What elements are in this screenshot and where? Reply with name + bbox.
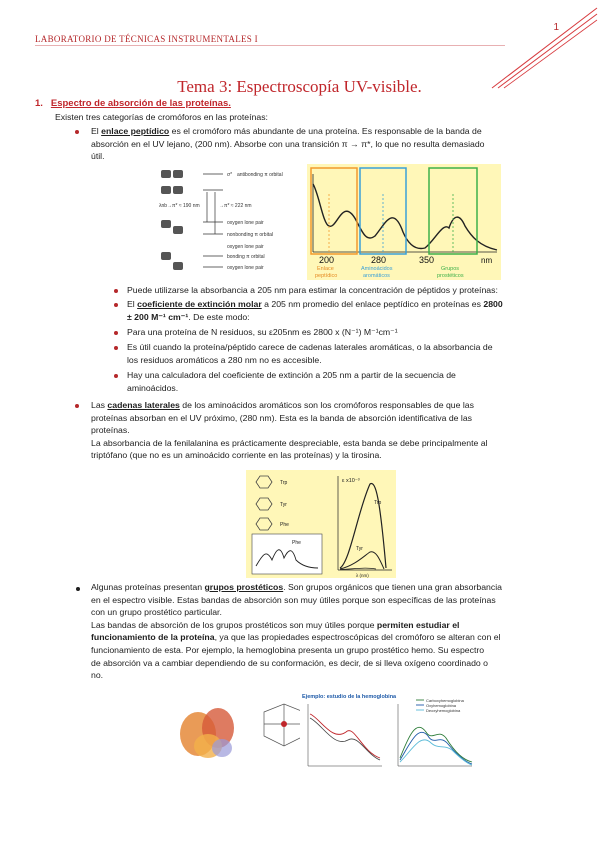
sub-bullet xyxy=(114,346,118,350)
svg-text:nonbonding π orbital: nonbonding π orbital xyxy=(227,232,273,238)
svg-text:Phe: Phe xyxy=(292,540,301,546)
intro-text: Existen tres categorías de cromóforos en las proteínas: xyxy=(55,112,268,122)
svg-text:oxygen lone pair: oxygen lone pair xyxy=(227,265,264,271)
bullet xyxy=(76,587,80,591)
svg-text:prostéticos: prostéticos xyxy=(437,273,464,279)
svg-text:Phe: Phe xyxy=(280,522,289,528)
paragraph-side-chains: Las cadenas laterales de los aminoácidos aromáticos son los cromóforos responsables de que las proteínas absorban en el UV próximo, (280 nm). Esta es la banda de absorción identificativa de las proteínas. La absorbancia de la fenilalanina es prácticamente despreciable, esta banda se debe principalmente al triptófano (que no es un aminoácido corriente en las proteínas) y la tirosina. xyxy=(91,400,488,461)
section-number: 1. xyxy=(35,98,43,109)
course-header: LABORATORIO DE TÉCNICAS INSTRUMENTALES I xyxy=(35,34,258,44)
hemoglobin-figure xyxy=(172,688,480,774)
aromatic-chart xyxy=(246,470,396,578)
svg-text:350: 350 xyxy=(419,255,435,265)
svg-text:peptídico: peptídico xyxy=(315,273,338,279)
figure-hemoglobin xyxy=(172,688,480,774)
phe-curve xyxy=(340,568,376,569)
bullet xyxy=(75,130,79,134)
paragraph-peptide: El enlace peptídico es el cromóforo más abundante de una proteína. Es responsable de la banda de absorción en el UV lejano, (200 nm). Absorbe con una transición π → π*, lo que no resulta demasiado útil. xyxy=(91,126,485,162)
svg-text:Tyr: Tyr xyxy=(356,546,363,552)
figure-aromatic-spectrum xyxy=(246,470,396,578)
svg-text:antibonding π orbital: antibonding π orbital xyxy=(237,172,283,178)
svg-text:Tyr: Tyr xyxy=(280,502,287,508)
sub-bullet-text: Hay una calculadora del coeficiente de extinción a 205 nm a partir de la secuencia de aminoácidos. xyxy=(127,370,456,393)
svg-text:bonding π orbital: bonding π orbital xyxy=(227,254,265,260)
sub-bullet-text: El coeficiente de extinción molar a 205 nm promedio del enlace peptídico en proteínas es 2800 ± 200 M⁻¹ cm⁻¹. De este modo: xyxy=(127,299,503,322)
sub-bullet xyxy=(114,374,118,378)
sub-bullet xyxy=(114,289,118,293)
sub-bullet-text: Para una proteína de N residuos, su ε205nm es 2800 x (N⁻¹) M⁻¹cm⁻¹ xyxy=(127,327,398,337)
svg-text:Enlace: Enlace xyxy=(317,266,334,272)
svg-text:nm: nm xyxy=(481,256,493,265)
figure-peptide-spectrum xyxy=(157,164,501,280)
svg-text:200: 200 xyxy=(319,255,335,265)
svg-text:oxygen lone pair: oxygen lone pair xyxy=(227,244,264,250)
svg-text:λnb→π* ≈ 190 nm: λnb→π* ≈ 190 nm xyxy=(159,203,200,209)
svg-text:Oxyhemoglobina: Oxyhemoglobina xyxy=(426,703,457,708)
svg-text:aromáticos: aromáticos xyxy=(363,273,390,279)
sub-bullet xyxy=(114,303,118,307)
page-number: 1 xyxy=(553,22,559,33)
svg-text:Aminoácidos: Aminoácidos xyxy=(361,266,393,272)
sub-bullet-text: Puede utilizarse la absorbancia a 205 nm para estimar la concentración de péptidos y proteínas: xyxy=(127,285,498,295)
svg-text:280: 280 xyxy=(371,255,387,265)
svg-text:Carboxyhemoglobina: Carboxyhemoglobina xyxy=(426,698,464,703)
sub-bullet-text: Es útil cuando la proteína/péptido carece de cadenas laterales aromáticas, o la absorbancia de los residuos aromáticos a 280 nm no es accesible. xyxy=(127,342,493,365)
orbital-diagram xyxy=(157,164,501,280)
bullet xyxy=(75,404,79,408)
page-title: Tema 3: Espectroscopía UV-visible. xyxy=(177,77,422,96)
svg-text:→π* ≈ 222 nm: →π* ≈ 222 nm xyxy=(219,203,252,209)
svg-text:Trp: Trp xyxy=(374,500,382,506)
svg-text:Trp: Trp xyxy=(280,480,288,486)
svg-text:Deoxyhemoglobina: Deoxyhemoglobina xyxy=(426,708,461,713)
svg-text:Grupos: Grupos xyxy=(441,266,460,272)
section-title: Espectro de absorción de las proteínas. xyxy=(50,98,231,109)
trp-curve xyxy=(340,484,386,568)
tyr-curve xyxy=(340,552,384,569)
section-heading xyxy=(35,98,231,109)
energy-label: σ* xyxy=(227,172,233,178)
sub-bullet xyxy=(114,331,118,335)
header-rule xyxy=(35,45,505,46)
svg-text:oxygen lone pair: oxygen lone pair xyxy=(227,220,264,226)
chart-title: Ejemplo: estudio de la hemoglobina xyxy=(302,694,397,700)
svg-text:λ (nm): λ (nm) xyxy=(356,573,369,578)
svg-text:ε x10⁻³: ε x10⁻³ xyxy=(342,478,360,484)
paragraph-prosthetic: Algunas proteínas presentan grupos prostéticos. Son grupos orgánicos que tienen una gran absorbancia en el espectro visible. Estas bandas de absorción son muy útiles porque son específicas de las proteínas con un grupo prostético particular. Las bandas de absorción de los grupos prostéticos son muy útiles porque permiten estudiar el funcionamiento de la proteína, ya que las propiedades espectroscópicas del cromóforo se alteran con el funcionamiento de esta. Por ejemplo, la hemoglobina presenta un grupo prostético hemo. Su espectro de absorción va a cambiar dependiendo de su conformación, es decir, de si lleva oxígeno coordinado o no. xyxy=(91,582,502,681)
